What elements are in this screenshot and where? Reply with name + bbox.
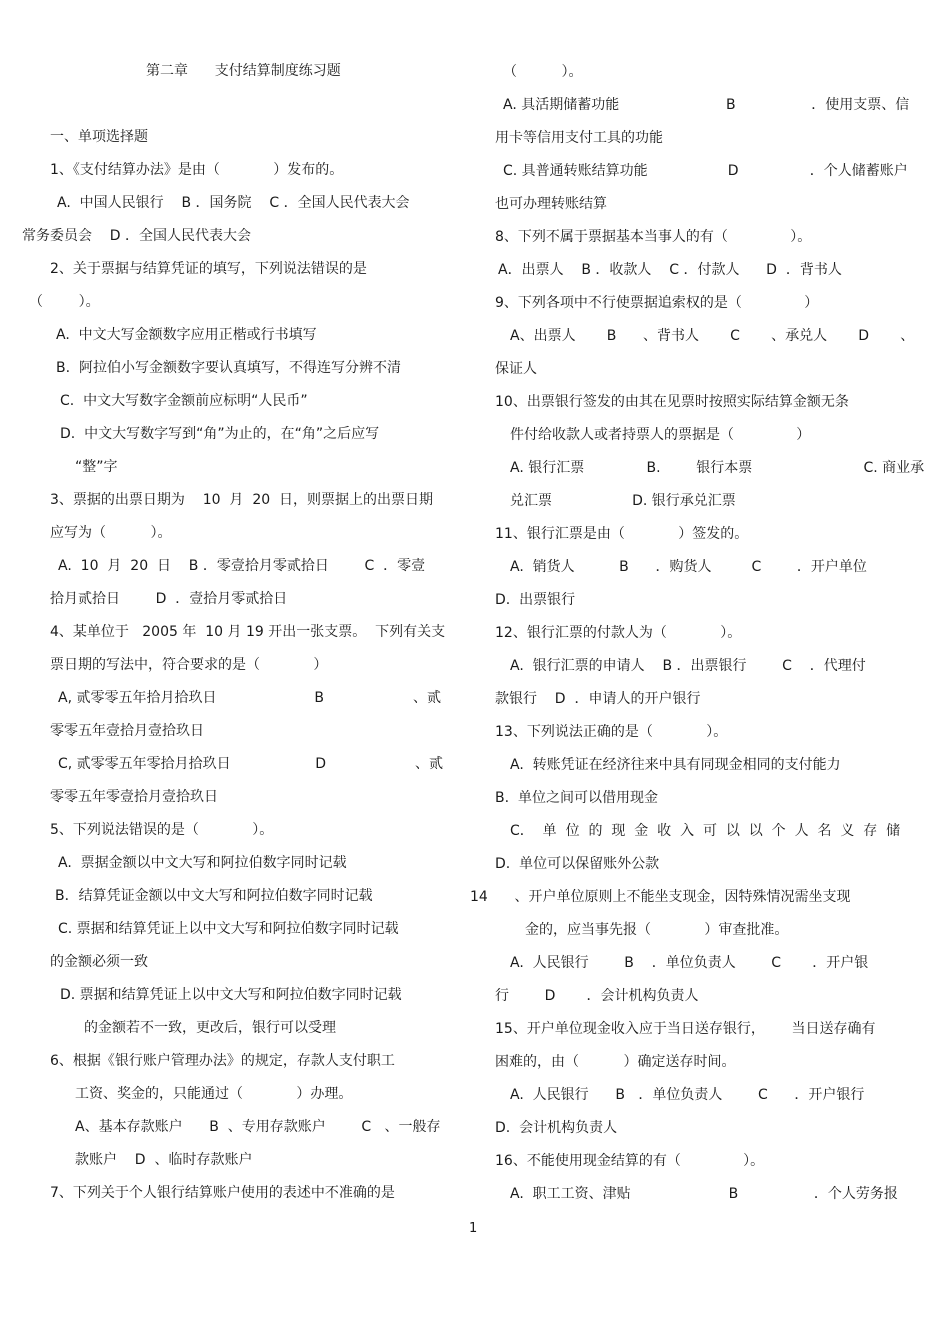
answer-options: A. 人民银行 B ．单位负责人 C ．开户银 xyxy=(510,955,869,971)
question-text: 15、开户单位现金收入应于当日送存银行， 当日送存确有 xyxy=(495,1021,876,1037)
question-text: 12、银行汇票的付款人为（ ）。 xyxy=(495,625,742,641)
answer-options: D. 出票银行 xyxy=(495,592,576,608)
answer-options: 常务委员会 D ．全国人民代表大会 xyxy=(22,228,252,244)
answer-option: “整”字 xyxy=(75,459,118,475)
question-text: 16、不能使用现金结算的有（ ）。 xyxy=(495,1153,765,1169)
answer-options: A. 销货人 B ．购货人 C ．开户单位 xyxy=(510,559,867,575)
answer-option: A. 转账凭证在经济往来中具有同现金相同的支付能力 xyxy=(510,757,841,773)
question-text: 2、关于票据与结算凭证的填写，下列说法错误的是 xyxy=(50,261,367,277)
answer-options: A、基本存款账户 B 、专用存款账户 C 、一般存 xyxy=(75,1119,441,1135)
answer-options: 保证人 xyxy=(495,361,537,377)
page-number: 1 xyxy=(469,1221,478,1236)
question-text: 14 、开户单位原则上不能坐支现金，因特殊情况需坐支现 xyxy=(470,889,851,905)
question-text: 11、银行汇票是由（ ）签发的。 xyxy=(495,526,749,542)
question-text: 6、根据《银行账户管理办法》的规定，存款人支付职工 xyxy=(50,1053,395,1069)
answer-options: A, 贰零零五年拾月拾玖日 B 、贰 xyxy=(58,690,441,706)
question-text: 9、下列各项中不行使票据追索权的是（ ） xyxy=(495,295,819,311)
question-text: 1、《支付结算办法》是由（ ）发布的。 xyxy=(50,162,344,178)
answer-options: A. 中国人民银行 B ．国务院 C ．全国人民代表大会 xyxy=(57,195,410,211)
question-text: 工资、奖金的，只能通过（ ）办理。 xyxy=(75,1086,353,1102)
question-text: 票日期的写法中，符合要求的是（ ） xyxy=(50,657,328,673)
question-text: 3、票据的出票日期为 10 月 20 日，则票据上的出票日期 xyxy=(50,492,434,508)
answer-options: 也可办理转账结算 xyxy=(495,196,607,212)
question-text: 5、下列说法错误的是（ ）。 xyxy=(50,822,274,838)
answer-option: 的金额若不一致，更改后，银行可以受理 xyxy=(84,1020,336,1036)
answer-options: 行 D ．会计机构负责人 xyxy=(495,988,699,1004)
answer-options: 零零五年零壹拾月壹拾玖日 xyxy=(50,789,218,805)
answer-option: C. 中文大写数字金额前应标明“人民币” xyxy=(60,393,308,409)
question-text: 应写为（ ）。 xyxy=(50,525,172,541)
question-text: （ ）。 xyxy=(503,64,583,80)
answer-option: C. 票据和结算凭证上以中文大写和阿拉伯数字同时记载 xyxy=(58,921,399,937)
question-text: 13、下列说法正确的是（ ）。 xyxy=(495,724,728,740)
answer-option: D. 单位可以保留账外公款 xyxy=(495,856,660,872)
answer-option: B. 单位之间可以借用现金 xyxy=(495,790,658,806)
answer-option: B．结算凭证金额以中文大写和阿拉伯数字同时记载 xyxy=(55,888,373,904)
answer-options: A．出票人 B ．收款人 C ．付款人 D ．背书人 xyxy=(498,262,842,278)
answer-option: D. 票据和结算凭证上以中文大写和阿拉伯数字同时记载 xyxy=(60,987,402,1003)
answer-option: D. 中文大写数字写到“角”为止的，在“角”之后应写 xyxy=(60,426,380,442)
answer-option: A. 票据金额以中文大写和阿拉伯数字同时记载 xyxy=(58,855,347,871)
answer-options: 拾月贰拾日 D ．壹拾月零贰拾日 xyxy=(50,591,288,607)
answer-options: A. 银行汇票 B. 银行本票 C. 商业承 xyxy=(510,460,925,476)
answer-options: 零零五年壹拾月壹拾玖日 xyxy=(50,723,204,739)
answer-options: D. 会计机构负责人 xyxy=(495,1120,618,1136)
answer-option: B. 阿拉伯小写金额数字要认真填写，不得连写分辨不清 xyxy=(56,360,401,376)
question-text: 4、某单位于 2005 年 10 月 19 开出一张支票。 下列有关支 xyxy=(50,624,446,640)
question-text: （ ）。 xyxy=(29,294,100,310)
question-text: 件付给收款人或者持票人的票据是（ ） xyxy=(510,427,811,443)
question-text: 困难的，由（ ）确定送存时间。 xyxy=(495,1054,736,1070)
answer-options: 款账户 D 、临时存款账户 xyxy=(75,1152,253,1168)
answer-option: C． 单 位 的 现 金 收 入 可 以 以 个 人 名 义 存 储 xyxy=(510,823,901,839)
answer-options: A. 10 月 20 日 B ．零壹拾月零贰拾日 C ．零壹 xyxy=(58,558,426,574)
answer-options: C. 具普通转账结算功能 D ．个人储蓄账户 xyxy=(503,163,908,179)
question-text: 金的，应当事先报（ ）审查批准。 xyxy=(525,922,789,938)
page-title: 第二章 支付结算制度练习题 xyxy=(146,63,341,79)
question-text: 7、下列关于个人银行结算账户使用的表述中不准确的是 xyxy=(50,1185,395,1201)
answer-option: A. 中文大写金额数字应用正楷或行书填写 xyxy=(56,327,317,343)
answer-options: A. 银行汇票的申请人 B ．出票银行 C ．代理付 xyxy=(510,658,866,674)
answer-options: A、出票人 B 、背书人 C 、承兑人 D 、 xyxy=(510,328,915,344)
question-text: 8、下列不属于票据基本当事人的有（ ）。 xyxy=(495,229,812,245)
answer-options: 款银行 D ．申请人的开户银行 xyxy=(495,691,701,707)
section-heading: 一、单项选择题 xyxy=(50,129,148,145)
answer-options: A. 职工工资、津贴 B ．个人劳务报 xyxy=(510,1186,898,1202)
answer-options: A. 具活期储蓄功能 B ．使用支票、信 xyxy=(503,97,910,113)
answer-options: 用卡等信用支付工具的功能 xyxy=(495,130,663,146)
answer-options: A. 人民银行 B ．单位负责人 C ．开户银行 xyxy=(510,1087,865,1103)
answer-options: 兑汇票 D. 银行承兑汇票 xyxy=(510,493,736,509)
answer-option: 的金额必须一致 xyxy=(50,954,148,970)
answer-options: C, 贰零零五年零拾月拾玖日 D 、贰 xyxy=(58,756,444,772)
question-text: 10、出票银行签发的由其在见票时按照实际结算金额无条 xyxy=(495,394,849,410)
